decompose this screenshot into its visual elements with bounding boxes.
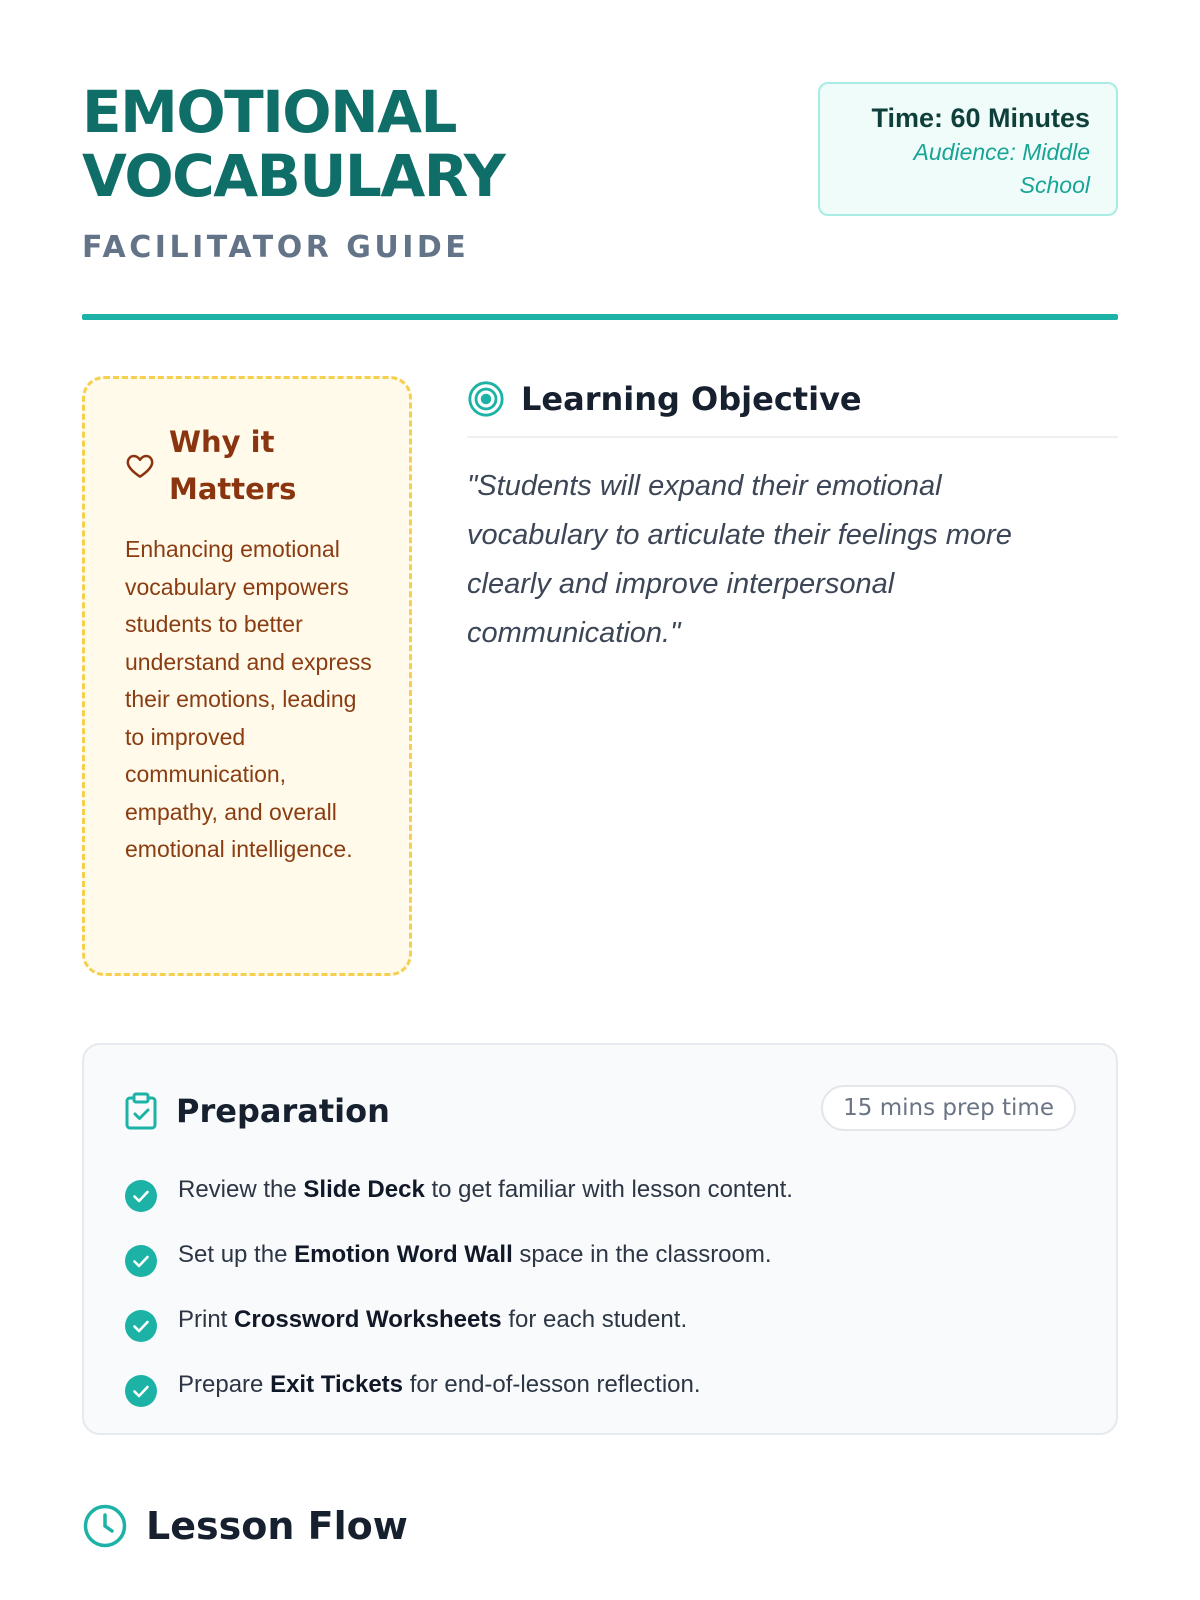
header-divider [82,314,1118,320]
page-title: EMOTIONAL VOCABULARY [82,78,505,210]
check-circle-icon [124,1244,158,1278]
learning-objective-section [467,376,1118,658]
prep-item-4 [124,1352,1076,1417]
prep-item-2 [124,1222,1076,1287]
clock-icon [82,1503,128,1549]
why-header [125,419,369,513]
objective-header [467,376,1118,438]
target-icon [467,380,505,418]
clipboard-check-icon [124,1092,158,1130]
preparation-title: Preparation [176,1092,390,1130]
heart-icon [125,451,155,481]
prep-item-3 [124,1287,1076,1352]
intro-columns [82,376,1118,976]
lesson-meta-box [818,82,1118,216]
header [82,80,1118,310]
check-circle-icon [124,1309,158,1343]
prep-item-text: Print Crossword Worksheets for each student. [178,1305,688,1333]
why-it-matters-card [82,376,412,976]
check-circle-icon [124,1374,158,1408]
check-circle-icon [124,1179,158,1213]
why-title: Why it Matters [169,425,297,506]
time-label: Time: 60 Minutes [871,103,1090,133]
prep-item-text: Review the Slide Deck to get familiar with lesson content. [178,1175,793,1203]
lesson-flow-title: Lesson Flow [146,1504,408,1548]
prep-time-badge: 15 mins prep time [821,1085,1076,1131]
prep-item-text: Set up the Emotion Word Wall space in the classroom. [178,1240,772,1268]
lesson-flow-header [82,1503,1118,1549]
objective-title: Learning Objective [521,380,862,418]
preparation-card [82,1043,1118,1435]
preparation-list [124,1157,1076,1417]
audience-label: Audience: Middle School [913,139,1090,198]
why-body: Enhancing emotional vocabulary empowers students to better understand and express their emotions, leading to improved communication, empathy, and overall emotional intelligence. [125,536,372,862]
prep-item-1 [124,1157,1076,1222]
objective-quote: "Students will expand their emotional vocabulary to articulate their feelings more clearly and improve interpersonal communication." [467,470,1012,649]
prep-item-text: Prepare Exit Tickets for end-of-lesson reflection. [178,1370,701,1398]
page-subtitle: FACILITATOR GUIDE [82,230,470,265]
